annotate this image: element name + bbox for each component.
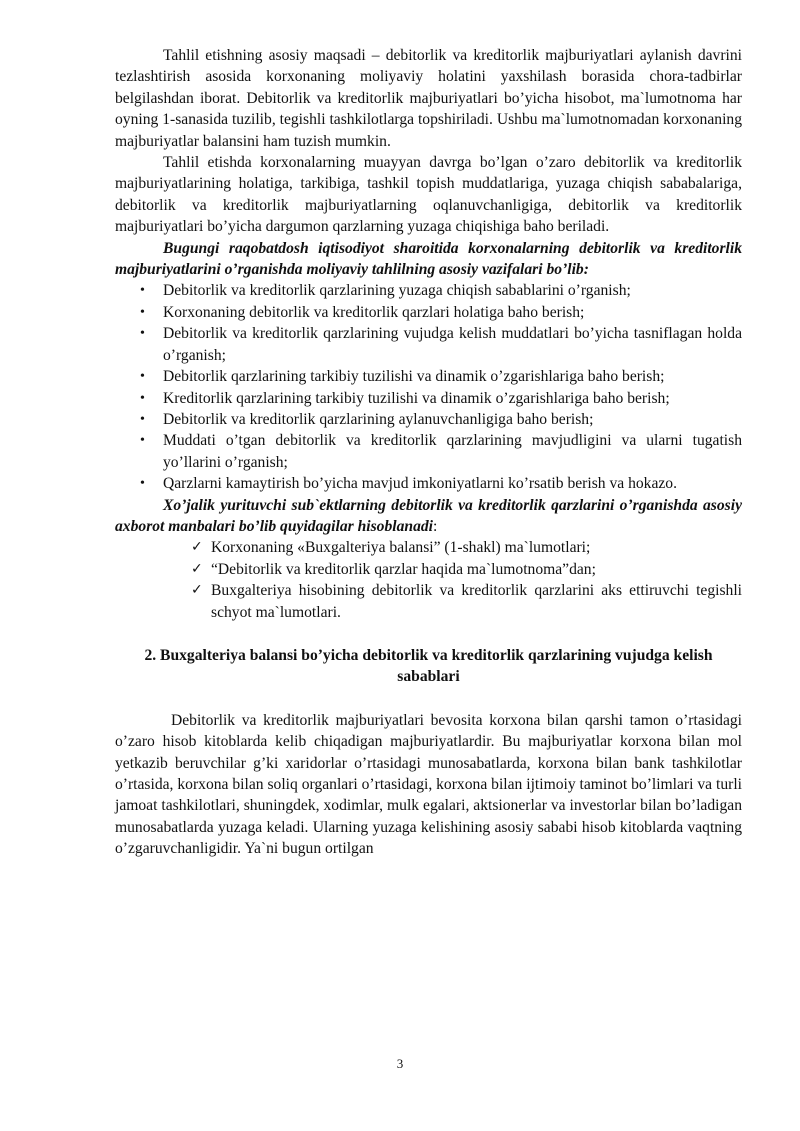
list-item: • Debitorlik va kreditorlik qarzlarining yuzaga chiqish sabablarini o’rganish;	[115, 280, 742, 301]
paragraph-causes: Debitorlik va kreditorlik majburiyatlari bevosita korxona bilan qarshi tamon o’rtasidagi o’zaro hisob kitoblarda kelib chiqadigan majburiyatlardir. Bu majburiyatlar korxona bilan mol yetkazib beruvchilar g’ki xaridorlar o’rtasidagi munosabatlarda, korxona bilan bank tashkilotlar o’rtasida, korxona bilan soliq organlari o’rtasidagi, korxona bilan ijtimoiy taminot bo’limlari va turli jamoat tashkilotlari, shuningdek, xodimlar, mulk egalari, aktsionerlar va investorlar bilan bo’ladigan munosabatlarda yuzaga keladi. Ularning yuzaga kelishining asosiy sababi hisob kitoblarda vaqtning o’zgaruvchanligidir. Ya`ni bugun ortilgan	[115, 711, 742, 858]
paragraph-analysis-goal: Tahlil etishning asosiy maqsadi – debitorlik va kreditorlik majburiyatlari aylanish davrini tezlashtirish asosida korxonaning moliyaviy holatini yaxshilash borasida chora-tadbirlar belgilashdan iborat. Debitorlik va kreditorlik majburiyatlari bo’yicha hisobot, ma`lumotnoma har oyning 1-sanasida tuzilib, tegishli tashkilotlarga topshiriladi. Ushbu ma`lumotnomadan korxonaning majburiyatlar balansini ham tuzish mumkin.	[115, 47, 742, 150]
bullet-icon: •	[140, 476, 145, 492]
tasks-list	[115, 280, 742, 494]
checkmark-icon: ✓	[191, 582, 203, 599]
list-item: ✓ Korxonaning «Buxgalteriya balansi” (1-shakl) ma`lumotlari;	[115, 537, 742, 558]
document-page	[115, 45, 742, 860]
bullet-icon: •	[140, 283, 145, 299]
bullet-icon: •	[140, 411, 145, 427]
bullet-icon: •	[140, 369, 145, 385]
paragraph-sources-intro: Xo’jalik yurituvchi sub`ektlarning debitorlik va kreditorlik qarzlarini o’rganishda asosiy axborot manbalari bo’lib quyidagilar hisoblanadi:	[115, 496, 742, 535]
list-item: • Kreditorlik qarzlarining tarkibiy tuzilishi va dinamik o’zgarishlariga baho berish;	[115, 388, 742, 409]
checkmark-icon: ✓	[191, 539, 203, 556]
list-item: • Debitorlik va kreditorlik qarzlarining aylanuvchanligiga baho berish;	[115, 409, 742, 430]
section-heading: 2. Buxgalteriya balansi bo’yicha debitorlik va kreditorlik qarzlarining vujudga kelish sabablari	[144, 646, 713, 686]
paragraph-analysis-scope: Tahlil etishda korxonalarning muayyan davrga bo’lgan o’zaro debitorlik va kreditorlik majburiyatlarining holatiga, tarkibiga, tashkil topish muddatlariga, yuzaga chiqish sababalariga, debitorlik va kreditorlik majburiyatlarning oqlanuvchanligiga, debitorlik va kreditorlik majburiyatlari bo’yicha dargumon qarzlarning yuzaga chiqishiga baho beriladi.	[115, 154, 742, 236]
checkmark-icon: ✓	[191, 560, 203, 577]
page-number: 3	[396, 1056, 404, 1071]
list-item: • Qarzlarni kamaytirish bo’yicha mavjud imkoniyatlarni ko’rsatib berish va hokazo.	[115, 473, 742, 494]
bullet-icon: •	[140, 326, 145, 342]
list-item: ✓ Buxgalteriya hisobining debitorlik va kreditorlik qarzlarini aks ettiruvchi tegishli schyot ma`lumotlari.	[191, 582, 742, 621]
list-item: • Debitorlik va kreditorlik qarzlarining vujudga kelish muddatlari bo’yicha tasniflagan holda o’rganish;	[140, 325, 742, 364]
list-item: • Muddati o’tgan debitorlik va kreditorlik qarzlarining mavjudligini va ularni tugatish yo’llarini o’rganish;	[140, 432, 742, 471]
bullet-icon: •	[140, 433, 145, 449]
list-item: • Debitorlik qarzlarining tarkibiy tuzilishi va dinamik o’zgarishlariga baho berish;	[115, 366, 742, 387]
bullet-icon: •	[140, 304, 145, 320]
sources-list	[115, 537, 742, 623]
bullet-icon: •	[140, 390, 145, 406]
list-item: • Korxonaning debitorlik va kreditorlik qarzlari holatiga baho berish;	[115, 302, 742, 323]
list-item: ✓ “Debitorlik va kreditorlik qarzlar haqida ma`lumotnoma”dan;	[115, 559, 742, 580]
paragraph-tasks-intro: Bugungi raqobatdosh iqtisodiyot sharoitida korxonalarning debitorlik va kreditorlik majburiyatlarini o’rganishda moliyaviy tahlilning asosiy vazifalari bo’lib:	[115, 239, 742, 279]
